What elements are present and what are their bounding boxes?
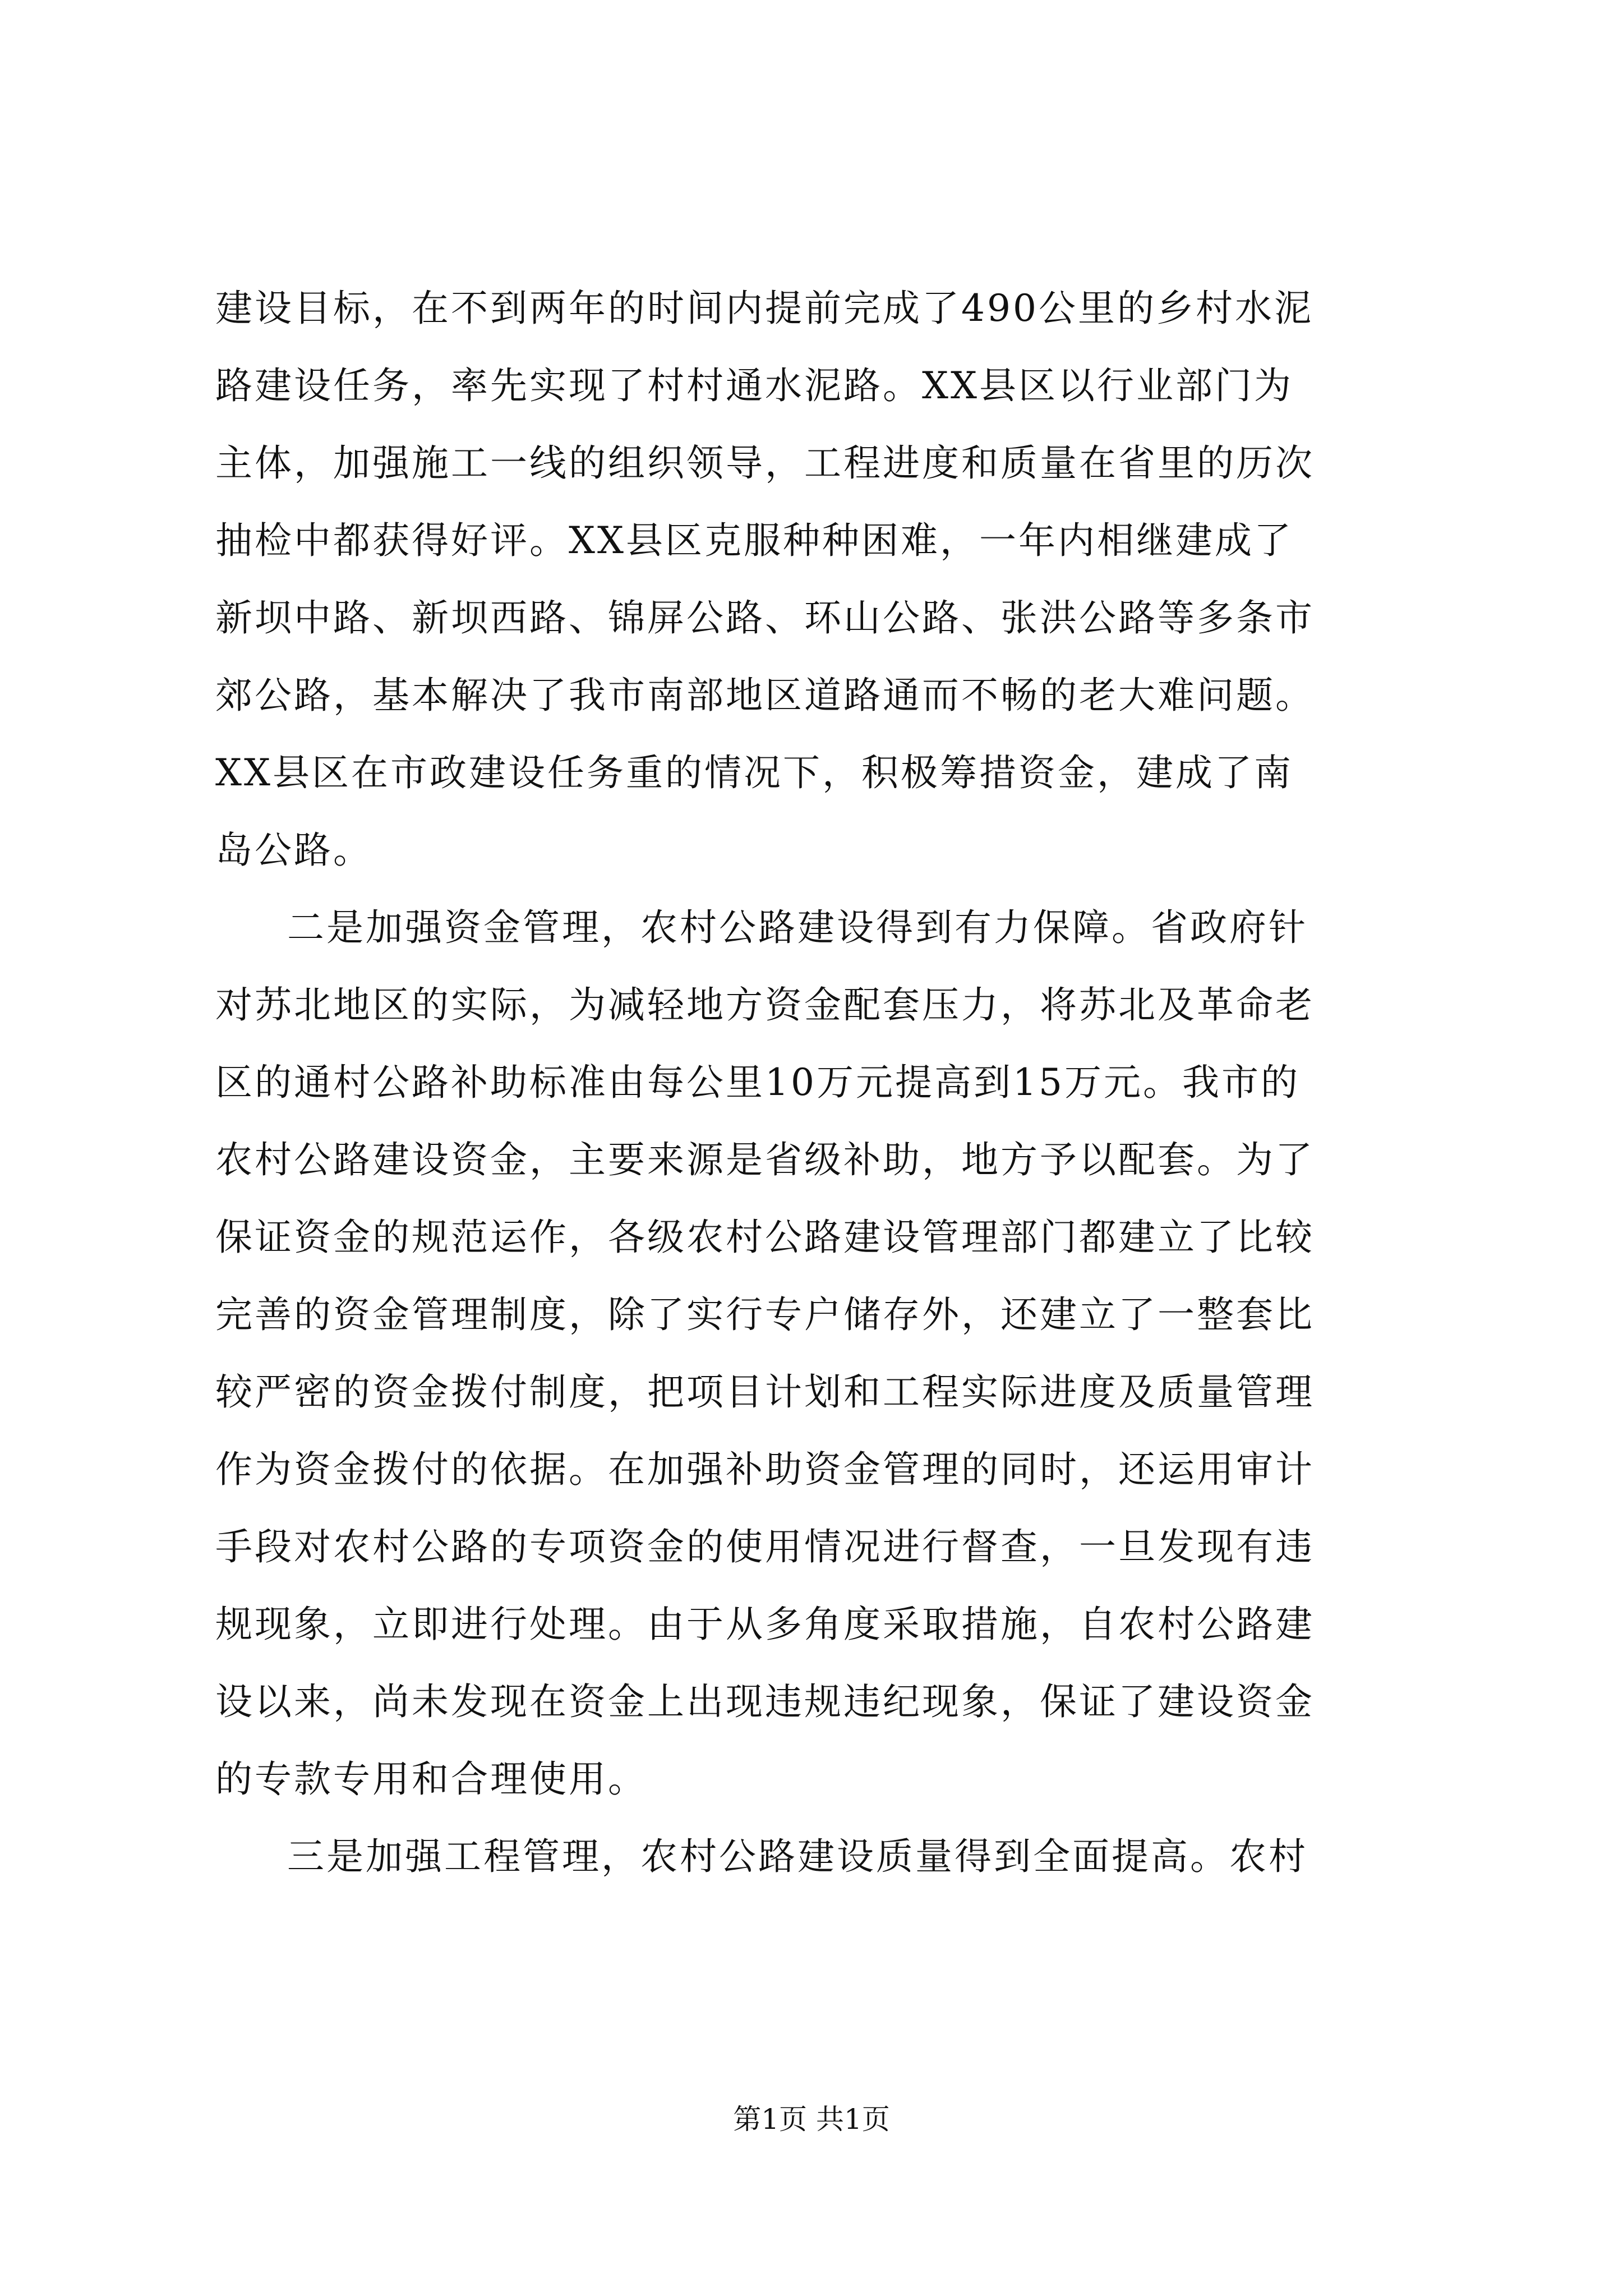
text-line-19: 设以来，尚未发现在资金上出现违规违纪现象，保证了建设资金 [215,1680,1315,1723]
text-line-3: 主体，加强施工一线的组织领导，工程进度和质量在省里的历次 [215,441,1315,485]
text-line-16: 作为资金拨付的依据。在加强补助资金管理的同时，还运用审计 [215,1448,1315,1491]
text-line-8: 岛公路。 [215,829,372,872]
paragraph-2-start: 二是加强资金管理，农村公路建设得到有力保障。省政府针 [287,906,1308,949]
text-line-6: 郊公路，基本解决了我市南部地区道路通而不畅的老大难问题。 [215,674,1315,717]
text-line-20: 的专款专用和合理使用。 [215,1757,647,1801]
text-line-18: 规现象，立即进行处理。由于从多角度采取措施，自农村公路建 [215,1603,1315,1646]
text-line-7: XX县区在市政建设任务重的情况下，积极筹措资金，建成了南 [215,751,1293,794]
text-line-5: 新坝中路、新坝西路、锦屏公路、环山公路、张洪公路等多条市 [215,596,1315,639]
page-number-footer: 第1页 共1页 [733,2103,890,2136]
text-line-15: 较严密的资金拨付制度，把项目计划和工程实际进度及质量管理 [215,1370,1315,1414]
text-line-12: 农村公路建设资金，主要来源是省级补助，地方予以配套。为了 [215,1138,1315,1181]
text-line-1: 建设目标，在不到两年的时间内提前完成了490公里的乡村水泥 [215,287,1313,330]
text-line-13: 保证资金的规范运作，各级农村公路建设管理部门都建立了比较 [215,1216,1315,1259]
paragraph-3-start: 三是加强工程管理，农村公路建设质量得到全面提高。农村 [287,1835,1308,1878]
text-line-10: 对苏北地区的实际，为减轻地方资金配套压力，将苏北及革命老 [215,983,1315,1027]
text-line-2: 路建设任务，率先实现了村村通水泥路。XX县区以行业部门为 [215,364,1293,407]
text-line-11: 区的通村公路补助标准由每公里10万元提高到15万元。我市的 [215,1061,1300,1104]
text-line-4: 抽检中都获得好评。XX县区克服种种困难，一年内相继建成了 [215,519,1293,562]
text-line-17: 手段对农村公路的专项资金的使用情况进行督查，一旦发现有违 [215,1525,1315,1568]
text-line-14: 完善的资金管理制度，除了实行专户储存外，还建立了一整套比 [215,1293,1315,1336]
